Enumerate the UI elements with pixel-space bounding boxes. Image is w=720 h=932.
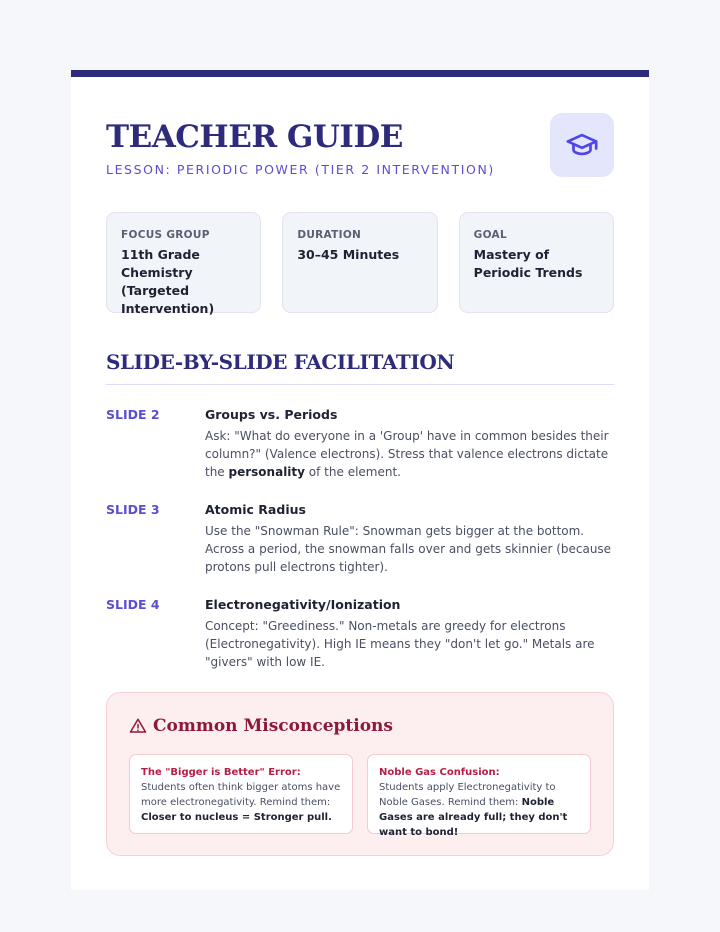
info-value: Mastery of Periodic Trends xyxy=(473,247,583,280)
misconception-card-emphasis: Noble Gases are already full; they don't want to bond! xyxy=(379,797,568,838)
slide-description: Concept: "Greediness." Non-metals are greedy for electrons (Electronegativity). High IE means they "don't let go." Metals are "givers" with low IE. xyxy=(205,619,595,669)
misconception-card-title: The "Bigger is Better" Error: xyxy=(141,767,301,778)
facilitation-section-title: SLIDE-BY-SLIDE FACILITATION xyxy=(106,349,614,385)
info-card-focus-group xyxy=(106,212,261,316)
slide-body xyxy=(205,596,614,671)
info-card-duration xyxy=(282,212,437,313)
misconception-card-emphasis: Closer to nucleus = Stronger pull. xyxy=(141,812,332,823)
misconceptions-box xyxy=(106,692,614,856)
slide-description: Use the "Snowman Rule": Snowman gets bigger at the bottom. Across a period, the snowman falls over and gets skinnier (because protons pull electrons tighter). xyxy=(205,524,612,574)
misconception-card-text: Students apply Electronegativity to Noble Gases. Remind them: xyxy=(379,782,556,808)
graduation-cap-icon xyxy=(565,128,599,162)
slide-heading: Electronegativity/Ionization xyxy=(205,597,401,612)
slide-desc-emphasis: personality xyxy=(228,465,305,479)
teacher-guide-page xyxy=(71,70,649,890)
lesson-info-row xyxy=(106,212,614,316)
slide-description xyxy=(205,427,614,481)
lesson-subtitle: LESSON: PERIODIC POWER (TIER 2 INTERVENTION) xyxy=(106,162,495,177)
slide-number: SLIDE 3 xyxy=(106,502,160,517)
misconceptions-title-text: Common Misconceptions xyxy=(153,716,393,736)
misconception-card-text: Students often think bigger atoms have more electronegativity. Remind them: xyxy=(141,782,341,808)
slide-heading: Groups vs. Periods xyxy=(205,407,338,422)
slide-body xyxy=(205,501,614,576)
slide-number: SLIDE 4 xyxy=(106,597,160,612)
info-value: 30–45 Minutes xyxy=(297,247,400,262)
info-label: FOCUS GROUP xyxy=(121,229,210,241)
misconception-card-noble-gas xyxy=(367,754,591,838)
misconception-cards xyxy=(129,754,591,838)
info-value: 11th Grade Chemistry (Targeted Intervention) xyxy=(121,247,215,316)
slide-body xyxy=(205,406,614,481)
info-label: DURATION xyxy=(297,229,362,241)
info-card-goal xyxy=(459,212,614,313)
misconception-card-title: Noble Gas Confusion: xyxy=(379,767,500,778)
page-title: TEACHER GUIDE xyxy=(106,119,403,155)
slide-desc-part: of the element. xyxy=(304,465,401,479)
slide-desc-part: Ask: "What do everyone in a 'Group' have in common besides their column?" (Valence electrons). Stress that valence electrons dictate the xyxy=(205,429,609,479)
graduation-cap-tile xyxy=(550,113,614,177)
slide-number: SLIDE 2 xyxy=(106,407,160,422)
misconceptions-title xyxy=(129,714,393,738)
warning-triangle-icon xyxy=(129,717,147,735)
misconception-card-bigger-is-better xyxy=(129,754,353,834)
slide-heading: Atomic Radius xyxy=(205,502,306,517)
info-label: GOAL xyxy=(473,229,507,241)
